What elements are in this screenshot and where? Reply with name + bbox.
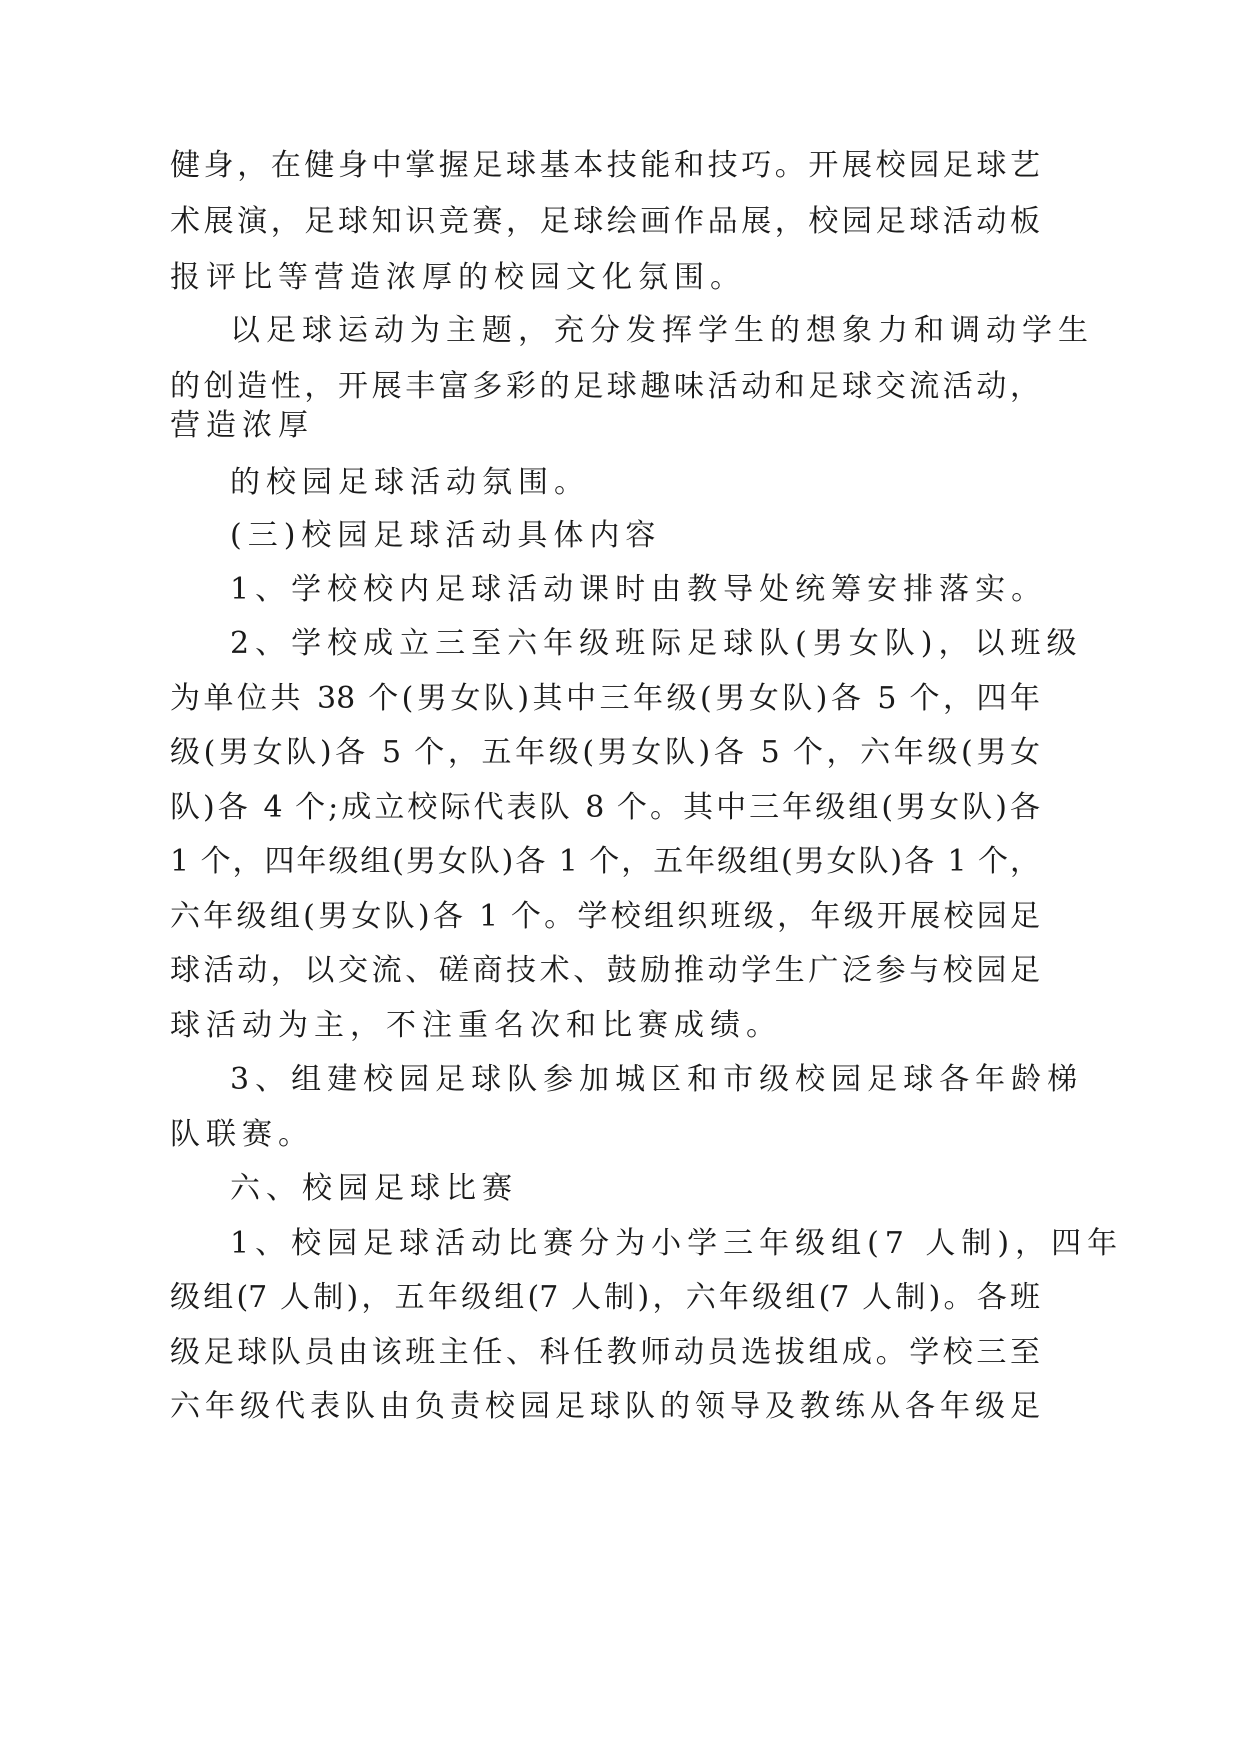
- body-line: 级足球队员由该班主任、科任教师动员选拔组成。学校三至: [170, 1335, 1040, 1370]
- body-line: 健身，在健身中掌握足球基本技能和技巧。开展校园足球艺: [170, 148, 1040, 183]
- body-line: 级(男女队)各 5 个，五年级(男女队)各 5 个，六年级(男女: [170, 735, 1040, 770]
- body-line: 的创造性，开展丰富多彩的足球趣味活动和足球交流活动，: [170, 369, 1040, 404]
- list-item: 3、组建校园足球队参加城区和市级校园足球各年龄梯: [230, 1062, 1084, 1097]
- body-line: 1 个，四年级组(男女队)各 1 个，五年级组(男女队)各 1 个，: [170, 844, 1040, 879]
- body-line: 六年级代表队由负责校园足球队的领导及教练从各年级足: [170, 1389, 1040, 1424]
- body-line: 营造浓厚: [170, 408, 314, 443]
- body-line: 队联赛。: [170, 1117, 314, 1152]
- body-line: 级组(7 人制)，五年级组(7 人制)，六年级组(7 人制)。各班: [170, 1280, 1040, 1315]
- list-item: 2、学校成立三至六年级班际足球队(男女队)，以班级: [230, 626, 1083, 661]
- body-line: 的校园足球活动氛围。: [230, 465, 590, 500]
- section-heading: (三)校园足球活动具体内容: [230, 518, 662, 553]
- body-line: 报评比等营造浓厚的校园文化氛围。: [170, 260, 746, 295]
- paragraph-first-line: 以足球运动为主题，充分发挥学生的想象力和调动学生: [230, 313, 1094, 348]
- body-line: 队)各 4 个;成立校际代表队 8 个。其中三年级组(男女队)各: [170, 790, 1040, 825]
- body-line: 为单位共 38 个(男女队)其中三年级(男女队)各 5 个，四年: [170, 681, 1040, 716]
- list-item: 1、学校校内足球活动课时由教导处统筹安排落实。: [230, 572, 1048, 607]
- list-item: 1、校园足球活动比赛分为小学三年级组(7 人制)，四年: [230, 1226, 1124, 1261]
- body-line: 术展演，足球知识竞赛，足球绘画作品展，校园足球活动板: [170, 204, 1040, 239]
- body-line: 六年级组(男女队)各 1 个。学校组织班级，年级开展校园足: [170, 899, 1040, 934]
- body-line: 球活动为主，不注重名次和比赛成绩。: [170, 1008, 782, 1043]
- body-line: 球活动，以交流、磋商技术、鼓励推动学生广泛参与校园足: [170, 953, 1040, 988]
- section-heading: 六、校园足球比赛: [230, 1171, 518, 1206]
